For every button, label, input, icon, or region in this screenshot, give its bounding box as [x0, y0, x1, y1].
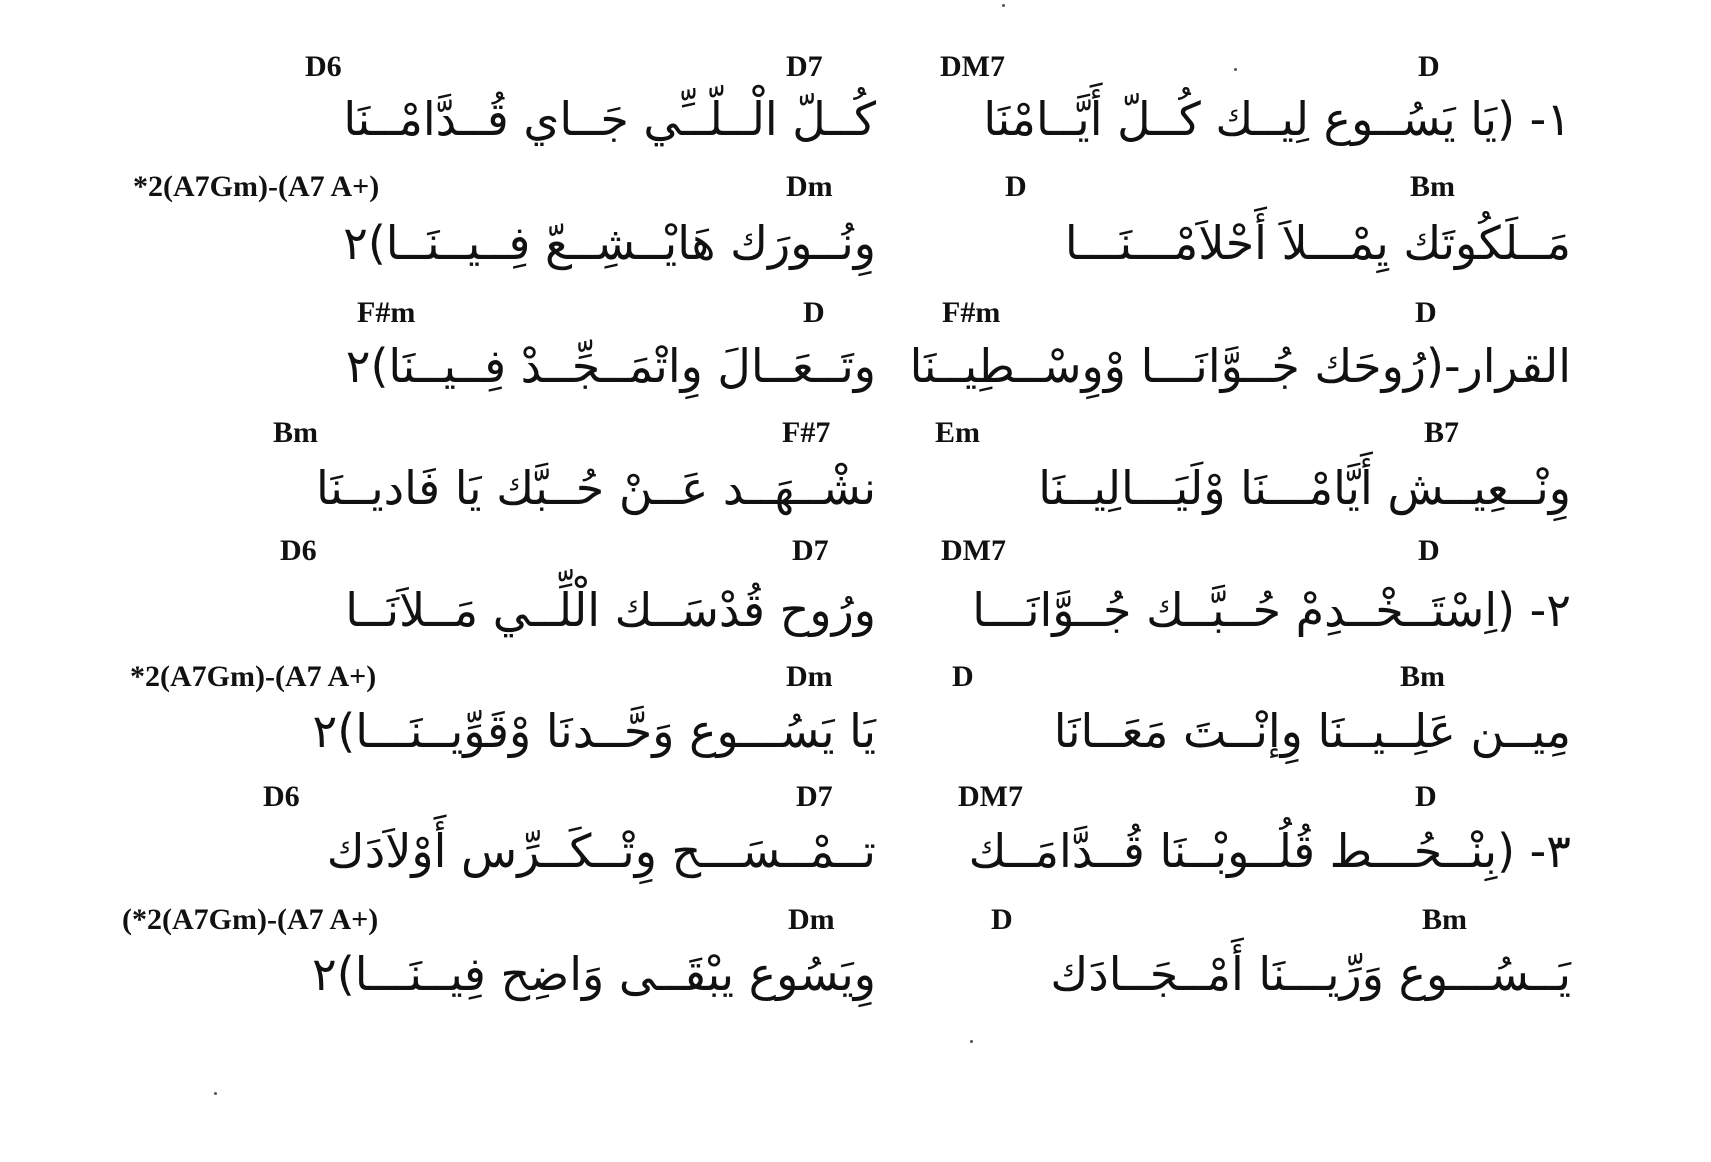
lyric-line: نشْــهَــد عَــنْ حُــبَّك يَا فَاديــنَا [316, 461, 876, 515]
lyric-line: ١- (يَا يَسُــوع لِيــك كُــلّ أَيَّــامْنَا [983, 92, 1571, 146]
lyric-line: وِنُــورَك هَايْــشِــعّ فِــيــنَــا)٢ [343, 216, 876, 270]
chord-label: F#m [357, 296, 416, 329]
lyric-line: ورُوح قُدْسَــك الْلِّــي مَــلاَنَــا [345, 583, 876, 637]
chord-label: Bm [1410, 170, 1455, 203]
chord-label: D6 [305, 50, 342, 83]
chord-label: D [991, 903, 1013, 936]
chord-label: Bm [1400, 660, 1445, 693]
chord-label: (*2(A7Gm)-(A7 A+) [122, 903, 379, 936]
scan-speck [970, 1040, 973, 1043]
chord-label: Bm [273, 416, 318, 449]
lyric-line: القرار-(رُوحَك جُــوَّانَـــا وْوِسْــطِيــنَا [909, 339, 1571, 393]
lyric-line: وِنْــعِيــش أَيَّامْـــنَا وْلَيَـــالِيــنَا [1038, 461, 1571, 515]
chord-label: *2(A7Gm)-(A7 A+) [130, 660, 377, 693]
lyric-line: ٢- (اِسْتَــخْــدِمْ حُــبَّــك جُــوَّانَـــا [972, 583, 1571, 637]
chord-label: F#m [942, 296, 1001, 329]
scan-speck [214, 1092, 217, 1095]
lyric-line: تــمْــسَـــح وِتْــكَــرِّس أَوْلاَدَك [326, 824, 876, 878]
scan-speck [1002, 4, 1005, 7]
chord-label: DM7 [941, 534, 1006, 567]
lyric-line: وتَــعَــالَ وِاتْمَــجِّــدْ فِــيــنَا)٢ [345, 339, 876, 393]
chord-label: F#7 [782, 416, 831, 449]
chord-label: D [1005, 170, 1027, 203]
chord-label: D6 [263, 780, 300, 813]
chord-label: B7 [1424, 416, 1460, 449]
chord-label: D [1418, 534, 1440, 567]
chord-label: Dm [788, 903, 835, 936]
chord-label: D [803, 296, 825, 329]
lyric-line: يَــسُـــوع وَرِّيـــنَا أَمْــجَــادَك [1050, 947, 1571, 1001]
lyric-line: كُــلّ الْــلّــِّي جَــاي قُــدَّامْــنَا [343, 92, 876, 146]
chord-label: D7 [786, 50, 823, 83]
lyric-line: وِيَسُوع يبْقَــى وَاضِح فِيــنَـــا)٢ [312, 947, 876, 1001]
chord-label: DM7 [940, 50, 1005, 83]
chord-label: D6 [280, 534, 317, 567]
lyric-line: مَــلَكُوتَك يِمْـــلاَ أَحْلاَمْـــنَـــا [1064, 216, 1571, 270]
scan-speck [1234, 68, 1237, 71]
chord-label: Bm [1422, 903, 1467, 936]
chord-label: Dm [786, 660, 833, 693]
chord-label: *2(A7Gm)-(A7 A+) [133, 170, 380, 203]
lyric-line: يَا يَسُـــوع وَحَّــدنَا وْقَوِّيــنَـــا)٢ [312, 704, 876, 758]
lyric-line: ٣- (بِنْــحُـــط قُلُــوبْــنَا قُــدَّامَــك [968, 824, 1571, 878]
lyric-line: مِيــن عَلِــيــنَا وِإنْــتَ مَعَــانَا [1053, 704, 1571, 758]
chord-label: D7 [796, 780, 833, 813]
chord-label: D [1415, 780, 1437, 813]
chord-label: D [952, 660, 974, 693]
chord-label: DM7 [958, 780, 1023, 813]
chord-label: D7 [792, 534, 829, 567]
chord-label: Em [935, 416, 980, 449]
chord-label: D [1415, 296, 1437, 329]
chord-label: D [1418, 50, 1440, 83]
chord-label: Dm [786, 170, 833, 203]
